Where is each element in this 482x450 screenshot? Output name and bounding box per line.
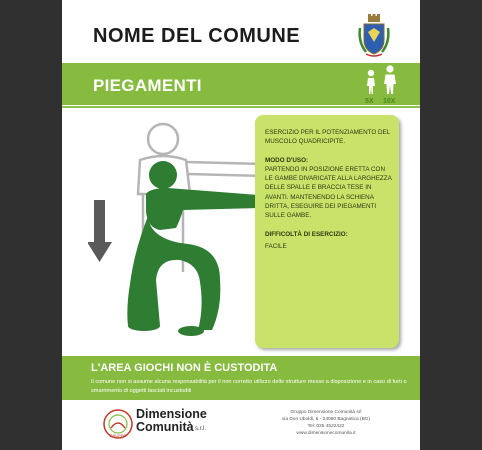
contact-line-1: Gruppo Dimensione Comunità srl — [290, 410, 362, 415]
contact-line-2: via Don Uboldi, 6 - 24060 Bagnatica (BG) — [281, 417, 371, 422]
difficulty-value: FACILE — [265, 242, 287, 250]
coat-of-arms-icon — [356, 12, 392, 60]
child-figure-icon — [365, 69, 377, 95]
logo-text: GRUPPO — [109, 433, 127, 438]
contact-line-3: Tel: 035 4522422 — [307, 424, 345, 429]
reps-adult: 10X — [383, 98, 396, 105]
brand-line-1: Dimensione — [136, 407, 207, 421]
how-to-heading: MODO D'USO: — [265, 157, 309, 165]
instruction-text — [265, 128, 393, 251]
contact-info — [266, 409, 386, 437]
squat-illustration — [88, 112, 273, 352]
right-background — [420, 0, 482, 450]
reps-child: 5X — [365, 98, 374, 105]
difficulty-heading: DIFFICOLTÀ DI ESERCIZIO: — [265, 230, 348, 238]
brand-line-2: Comunità — [136, 420, 194, 434]
brand-suffix: s.r.l. — [195, 426, 207, 432]
header — [62, 0, 420, 60]
town-name: NOME DEL COMUNE — [93, 25, 301, 47]
adult-figure-icon — [382, 65, 398, 95]
divider-top — [62, 106, 420, 108]
card-intro: ESERCIZIO PER IL POTENZIAMENTO DEL MUSCOLO QUADRICIPITE. — [265, 129, 391, 146]
squat-figure-icon — [127, 161, 261, 336]
footer — [62, 400, 420, 450]
warning-banner — [62, 356, 420, 400]
warning-title: L'AREA GIOCHI NON È CUSTODITA — [91, 362, 278, 374]
down-arrow-icon — [88, 200, 112, 262]
company-logo-icon — [102, 408, 134, 440]
signboard — [62, 0, 420, 450]
instruction-card — [255, 115, 399, 348]
left-background — [0, 0, 62, 450]
contact-line-4: www.dimensionecomunita.it — [296, 431, 356, 436]
how-to-text: PARTENDO IN POSIZIONE ERETTA CON LE GAMBE DIVARICATE ALLA LARGHEZZA DELLE SPALLE E BRACCIA TESE IN AVANTI. MANTENENDO LA SCHIENA DRITTA, ESEGUIRE DEI PIEGAMENTI SULLE GAMBE. — [265, 166, 392, 219]
exercise-title: PIEGAMENTI — [93, 76, 202, 95]
warning-body: Il comune non si assume alcuna responsabilità per il non corretto utilizzo delle strutture messe a disposizione e in caso di furti o smarrimento di oggetti lasciati incustoditi — [91, 379, 407, 394]
